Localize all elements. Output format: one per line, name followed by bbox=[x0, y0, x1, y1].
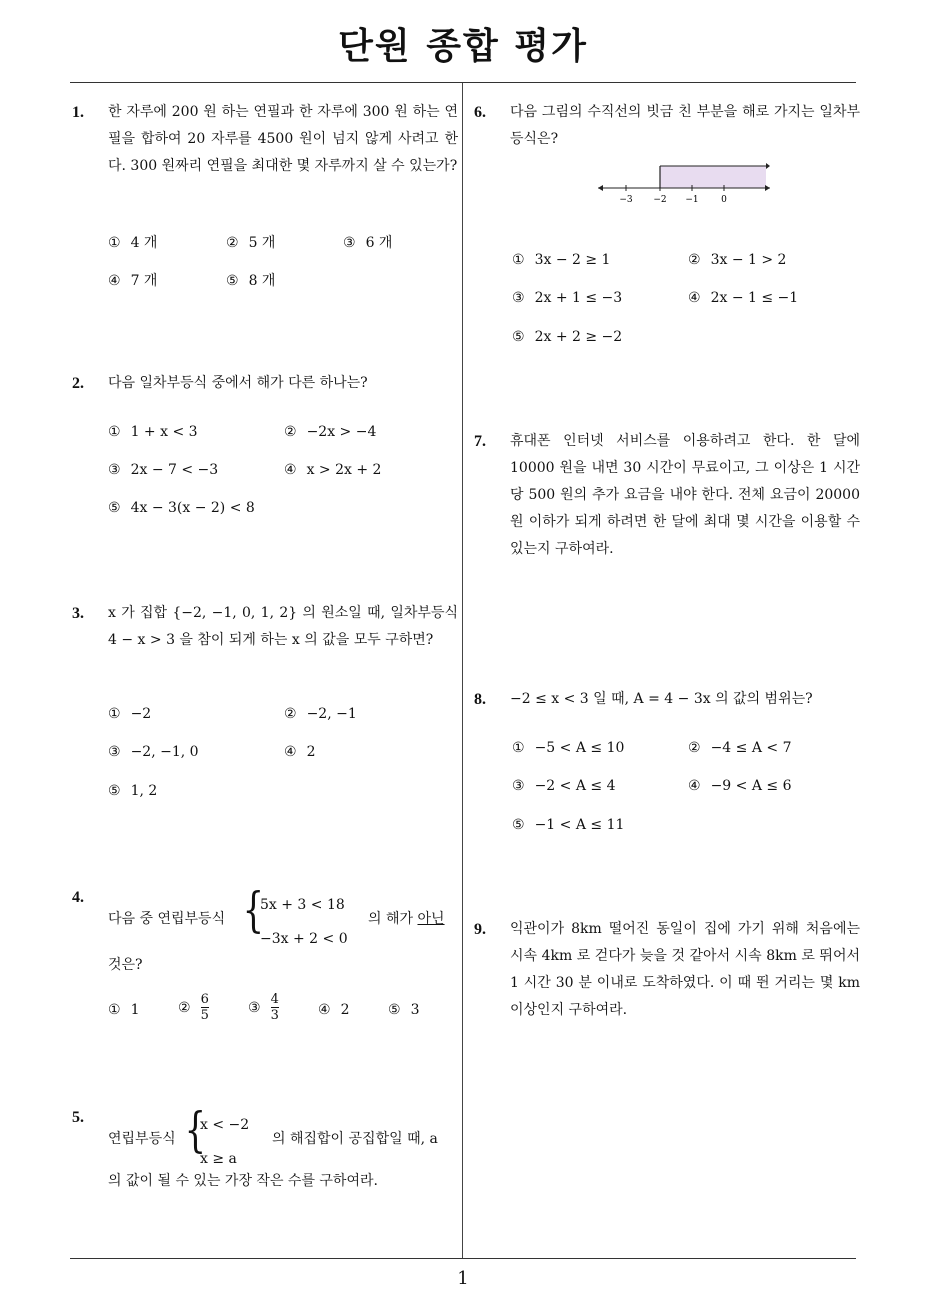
option-3[interactable]: ③ 2x − 7 < −3 bbox=[108, 462, 219, 478]
question-text: x 가 집합 {−2, −1, 0, 1, 2} 의 원소일 때, 일차부등식 4 − x > 3 을 참이 되게 하는 x 의 값을 모두 구하면? bbox=[108, 605, 458, 648]
question-suffix: 의 해가 아닌 bbox=[368, 911, 445, 927]
option-2[interactable]: ② −2, −1 bbox=[284, 706, 357, 722]
question-text: 익관이가 8km 떨어진 동일이 집에 가기 위해 처음에는 시속 4km 로 걷다가 늦을 것 같아서 시속 8km 로 뛰어서 1 시간 30 분 이내로 도착하였다. 이 때 뛴 거리는 몇 km 이상인지 구하여라. bbox=[510, 921, 860, 1018]
option-5[interactable]: ⑤ 1, 2 bbox=[108, 783, 158, 799]
inequality-2: −3x + 2 < 0 bbox=[260, 931, 348, 947]
option-4[interactable]: ④ −9 < A ≤ 6 bbox=[688, 778, 792, 794]
question-number: 5. bbox=[72, 1109, 84, 1126]
option-1[interactable]: ① 4 개 bbox=[108, 235, 158, 251]
option-4[interactable]: ④ x > 2x + 2 bbox=[284, 462, 382, 478]
option-2[interactable]: ② $\frac{6}{5}$ bbox=[178, 992, 209, 1023]
question-number: 6. bbox=[474, 104, 486, 121]
option-2[interactable]: ② 3x − 1 > 2 bbox=[688, 252, 787, 268]
question-3 bbox=[72, 600, 458, 654]
question-text: −2 ≤ x < 3 일 때, A = 4 − 3x 의 값의 범위는? bbox=[510, 691, 813, 707]
question-5 bbox=[72, 1104, 458, 1204]
top-rule bbox=[70, 82, 856, 83]
question-prefix: 연립부등식 bbox=[108, 1131, 176, 1147]
page-title: 단원 종합 평가 bbox=[338, 26, 588, 67]
option-2[interactable]: ② −4 ≤ A < 7 bbox=[688, 740, 792, 756]
option-3[interactable]: ③ 6 개 bbox=[343, 235, 393, 251]
column-divider bbox=[462, 83, 463, 1258]
option-4[interactable]: ④ 2 bbox=[318, 1002, 350, 1018]
question-number: 7. bbox=[474, 433, 486, 450]
option-4[interactable]: ④ 7 개 bbox=[108, 273, 158, 289]
inequality-1: 5x + 3 < 18 bbox=[260, 897, 345, 913]
option-3[interactable]: ③ $\frac{4}{3}$ bbox=[248, 992, 279, 1023]
question-9 bbox=[474, 916, 860, 1024]
option-1[interactable]: ① −5 < A ≤ 10 bbox=[512, 740, 625, 756]
option-4[interactable]: ④ 2 bbox=[284, 744, 316, 760]
option-5[interactable]: ⑤ 2x + 2 ≥ −2 bbox=[512, 329, 623, 345]
question-number: 9. bbox=[474, 921, 486, 938]
question-7 bbox=[474, 428, 860, 563]
question-prefix: 다음 중 연립부등식 bbox=[108, 911, 226, 927]
system-brace: { bbox=[184, 1102, 206, 1158]
fraction: $\frac{4}{3}$ bbox=[270, 992, 279, 1023]
option-5[interactable]: ⑤ 3 bbox=[388, 1002, 420, 1018]
tick-label: −2 bbox=[653, 195, 667, 205]
tick-label: −3 bbox=[619, 195, 633, 205]
number-line-figure bbox=[594, 158, 774, 208]
option-1[interactable]: ① 3x − 2 ≥ 1 bbox=[512, 252, 611, 268]
question-6 bbox=[474, 99, 860, 153]
question-text: 한 자루에 200 원 하는 연필과 한 자루에 300 원 하는 연필을 합하여 20 자루를 4500 원이 넘지 않게 사려고 한다. 300 원짜리 연필을 최대한 몇 자루까지 살 수 있는가? bbox=[108, 104, 458, 174]
option-2[interactable]: ② −2x > −4 bbox=[284, 424, 377, 440]
fraction: $\frac{6}{5}$ bbox=[200, 992, 209, 1023]
question-tail: 의 값이 될 수 있는 가장 작은 수를 구하여라. bbox=[108, 1173, 378, 1189]
emphasis-not: 아닌 bbox=[417, 911, 445, 927]
question-tail: 것은? bbox=[108, 957, 143, 973]
question-number: 4. bbox=[72, 889, 84, 906]
question-number: 1. bbox=[72, 104, 84, 121]
tick-label: 0 bbox=[721, 195, 727, 205]
option-3[interactable]: ③ −2 < A ≤ 4 bbox=[512, 778, 616, 794]
inequality-1: x < −2 bbox=[200, 1117, 250, 1133]
question-text: 다음 그림의 수직선의 빗금 친 부분을 해로 가지는 일차부등식은? bbox=[510, 104, 860, 147]
axis-right-arrow bbox=[765, 185, 770, 191]
option-4[interactable]: ④ 2x − 1 ≤ −1 bbox=[688, 290, 799, 306]
inequality-2: x ≥ a bbox=[200, 1151, 237, 1167]
shaded-region bbox=[660, 166, 766, 188]
option-1[interactable]: ① 1 + x < 3 bbox=[108, 424, 198, 440]
question-text: 다음 일차부등식 중에서 해가 다른 하나는? bbox=[108, 375, 368, 391]
question-number: 2. bbox=[72, 375, 84, 392]
option-2[interactable]: ② 5 개 bbox=[226, 235, 276, 251]
option-5[interactable]: ⑤ 4x − 3(x − 2) < 8 bbox=[108, 500, 255, 516]
axis-left-arrow bbox=[598, 185, 603, 191]
tick-label: −1 bbox=[685, 195, 699, 205]
option-5[interactable]: ⑤ −1 < A ≤ 11 bbox=[512, 817, 625, 833]
option-1[interactable]: ① 1 bbox=[108, 1002, 140, 1018]
shade-arrow bbox=[766, 163, 770, 169]
question-suffix: 의 해집합이 공집합일 때, a bbox=[272, 1131, 438, 1147]
question-4 bbox=[72, 884, 458, 984]
question-2 bbox=[72, 370, 458, 397]
system-brace: { bbox=[242, 882, 264, 938]
option-3[interactable]: ③ −2, −1, 0 bbox=[108, 744, 199, 760]
option-3[interactable]: ③ 2x + 1 ≤ −3 bbox=[512, 290, 623, 306]
question-number: 3. bbox=[72, 605, 84, 622]
question-text: 휴대폰 인터넷 서비스를 이용하려고 한다. 한 달에 10000 원을 내면 30 시간이 무료이고, 그 이상은 1 시간당 500 원의 추가 요금을 내야 한다. 전체 요금이 20000 원 이하가 되게 하려면 한 달에 최대 몇 시간을 이용할 수 있는지 구하여라. bbox=[510, 433, 860, 557]
page-number: 1 bbox=[457, 1268, 469, 1289]
option-5[interactable]: ⑤ 8 개 bbox=[226, 273, 276, 289]
question-8 bbox=[474, 686, 860, 713]
bottom-rule bbox=[70, 1258, 856, 1259]
option-1[interactable]: ① −2 bbox=[108, 706, 152, 722]
question-1 bbox=[72, 99, 458, 180]
question-number: 8. bbox=[474, 691, 486, 708]
